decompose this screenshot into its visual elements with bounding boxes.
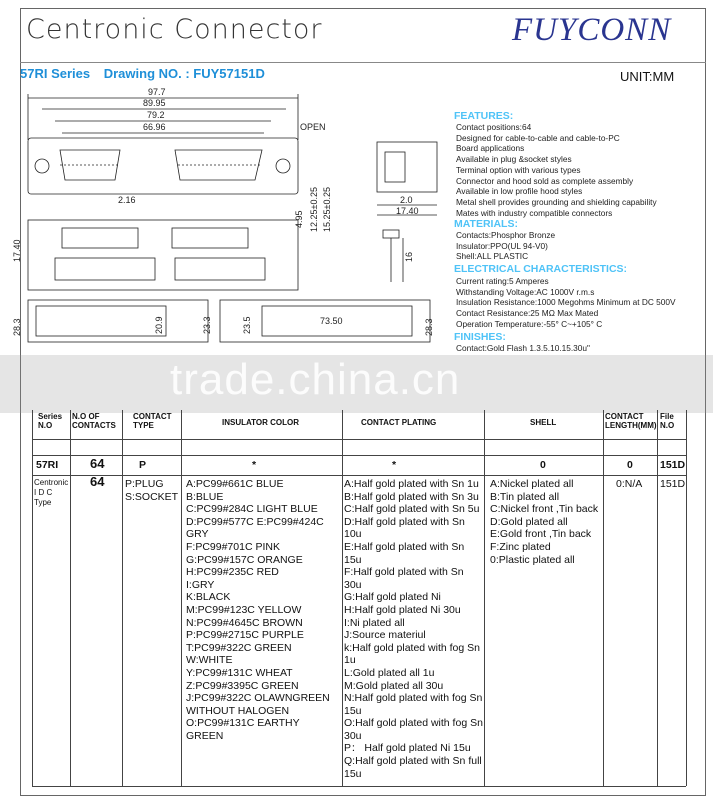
dim-73-50: 73.50 xyxy=(320,316,343,326)
insulator-option: F:PC99#701C PINK xyxy=(186,540,280,553)
plating-option: 15u xyxy=(344,704,362,717)
dim-12-25: 12.25±0.25 xyxy=(309,187,319,232)
insulator-option: GRY xyxy=(186,528,209,541)
table-header-divider xyxy=(32,439,686,440)
plating-option: k:Half gold plated with fog Sn xyxy=(344,641,480,654)
middle-view-connector xyxy=(28,220,298,290)
table-border-bottom xyxy=(32,786,686,787)
table-border-right xyxy=(686,410,687,786)
electrical-item: Contact Resistance:25 MΩ Max Mated xyxy=(456,308,599,319)
dim-15-25: 15.25±0.25 xyxy=(322,187,332,232)
r1-shell: 0 xyxy=(540,459,546,471)
features-list xyxy=(456,122,657,218)
drawing-number: Drawing NO. : FUY57151D xyxy=(103,66,265,81)
r2-series-line: Centronic xyxy=(34,478,69,487)
electrical-heading: ELECTRICAL CHARACTERISTICS: xyxy=(454,263,628,275)
feature-item: Available in plug &socket styles xyxy=(456,154,572,165)
electrical-item: Current rating:5 Amperes xyxy=(456,276,549,286)
shell-option: F:Zinc plated xyxy=(490,540,551,553)
r2-plating-list xyxy=(344,478,483,780)
r1-plating: * xyxy=(392,459,397,471)
table-col-divider xyxy=(342,410,343,786)
insulator-option: M:PC99#123C YELLOW xyxy=(186,603,302,616)
th-no: File N.O xyxy=(660,412,675,430)
finishes-list xyxy=(456,343,590,354)
plating-option: M:Gold plated all 30u xyxy=(344,679,444,692)
r1-insulator: * xyxy=(252,459,257,471)
r2-length: 0:N/A xyxy=(616,478,643,490)
th-insulator: INSULATOR COLOR xyxy=(222,418,300,427)
document-title: Centronic Connector xyxy=(26,14,323,45)
table-col-divider xyxy=(603,410,604,786)
dim-66-96: 66.96 xyxy=(143,122,166,132)
material-item: Contacts:Phosphor Bronze xyxy=(456,230,556,240)
insulator-option: K:BLACK xyxy=(186,591,231,604)
plating-option: L:Gold plated all 1u xyxy=(344,666,435,679)
dim-2-16: 2.16 xyxy=(118,195,136,205)
insulator-option: N:PC99#4645C BROWN xyxy=(186,616,303,629)
shell-option: D:Gold plated all xyxy=(490,515,568,528)
insulator-option: H:PC99#235C RED xyxy=(186,566,279,579)
plating-option: H:Half gold plated Ni 30u xyxy=(344,603,461,616)
r1-series: 57RI xyxy=(36,459,59,471)
insulator-option: P:PC99#2715C PURPLE xyxy=(186,629,304,642)
th-series: Series N.O xyxy=(38,412,63,430)
electrical-list xyxy=(456,276,676,330)
plating-option: F:Half gold plated with Sn xyxy=(344,566,464,579)
th-contacts: N.O OF CONTACTS xyxy=(72,412,116,430)
table-col-divider xyxy=(181,410,182,786)
plating-option: C:Half gold plated with Sn 5u xyxy=(344,503,480,516)
r1-type: P xyxy=(139,459,147,471)
dim-28-3-right: 28.3 xyxy=(424,318,434,336)
insulator-option: W:WHITE xyxy=(186,654,233,667)
electrical-item: Withstanding Voltage:AC 1000V r.m.s xyxy=(456,286,595,297)
dim-89-95: 89.95 xyxy=(143,98,166,108)
insulator-option: I:GRY xyxy=(186,578,215,591)
plating-option: 15u xyxy=(344,767,362,780)
insulator-option: GREEN xyxy=(186,729,224,742)
shell-option: E:Gold front ,Tin back xyxy=(490,528,592,541)
plating-option: A:Half gold plated with Sn 1u xyxy=(344,478,479,490)
watermark-text: trade.china.cn xyxy=(170,355,461,404)
insulator-option: D:PC99#577C E:PC99#424C xyxy=(186,515,324,528)
features-heading: FEATURES: xyxy=(454,110,514,122)
feature-item: Designed for cable-to-cable and cable-to-PC xyxy=(456,132,620,143)
plating-option: 30u xyxy=(344,578,362,591)
insulator-option: J:PC99#322C OLAWNGREEN xyxy=(186,692,330,705)
r2-contacts: 64 xyxy=(90,474,105,489)
table-row-divider xyxy=(32,475,686,476)
label-open: OPEN xyxy=(300,122,326,132)
shell-option: 0:Plastic plated all xyxy=(490,553,575,566)
unit-label: UNIT:MM xyxy=(620,69,675,84)
plating-option: N:Half gold plated with fog Sn xyxy=(344,692,483,705)
feature-item: Terminal option with various types xyxy=(456,164,581,175)
r2-type-line: P:PLUG xyxy=(125,478,164,490)
table-col-divider xyxy=(657,410,658,786)
table-col-divider xyxy=(70,410,71,786)
plating-option: 15u xyxy=(344,553,362,566)
dim-20-9: 20.9 xyxy=(154,316,164,334)
plating-option: D:Half gold plated with Sn xyxy=(344,515,465,528)
r2-type-line: S:SOCKET xyxy=(125,490,179,503)
shell-option: C:Nickel front ,Tin back xyxy=(490,503,599,516)
r1-length: 0 xyxy=(627,459,633,471)
feature-item: Metal shell provides grounding and shielding capability xyxy=(456,196,657,207)
dim-16: 16 xyxy=(404,251,414,262)
insulator-option: Z:PC99#3395C GREEN xyxy=(186,679,299,692)
shell-option: A:Nickel plated all xyxy=(490,478,574,490)
plating-option: I:Ni plated all xyxy=(344,616,405,629)
th-plating: CONTACT PLATING xyxy=(361,418,437,427)
electrical-item: Operation Temperature:-55° C~+105° C xyxy=(456,318,603,329)
insulator-option: B:BLUE xyxy=(186,490,224,503)
r2-no: 151D xyxy=(660,478,686,490)
plating-option: G:Half gold plated Ni xyxy=(344,591,441,604)
front-view-connector xyxy=(28,138,298,194)
table-border-left xyxy=(32,410,33,786)
dim-17-40: 17.40 xyxy=(12,239,22,262)
plating-option: 30u xyxy=(344,729,362,742)
insulator-option: A:PC99#661C BLUE xyxy=(186,478,284,490)
th-length: CONTACT LENGTH(MM) xyxy=(605,412,657,430)
r1-no: 151D xyxy=(660,459,686,471)
plating-option: B:Half gold plated with Sn 3u xyxy=(344,490,479,503)
plating-option: O:Half gold plated with fog Sn xyxy=(344,717,483,730)
feature-item: Board applications xyxy=(456,143,525,154)
plating-option: P： Half gold plated Ni 15u xyxy=(344,742,471,755)
r2-shell-list xyxy=(490,478,598,566)
materials-list xyxy=(456,230,555,262)
dim-28-3-left: 28.3 xyxy=(12,318,22,336)
plating-option: Q:Half gold plated with Sn full xyxy=(344,755,482,768)
pin-detail xyxy=(383,230,403,282)
dim-97-7: 97.7 xyxy=(148,87,166,97)
finish-item: Contact:Gold Flash 1.3.5.10.15.30u" xyxy=(456,343,590,353)
th-shell: SHELL xyxy=(530,418,557,427)
table-row-divider xyxy=(32,455,686,456)
r2-series-line: Type xyxy=(34,498,52,507)
r1-contacts: 64 xyxy=(90,456,105,471)
material-item: Insulator:PPO(UL 94-V0) xyxy=(456,240,548,251)
r2-type xyxy=(125,478,178,503)
dim-2-0: 2.0 xyxy=(400,195,413,205)
insulator-option: Y:PC99#131C WHEAT xyxy=(186,666,293,679)
feature-item: Connector and hood sold as complete assembly xyxy=(456,175,634,186)
finishes-heading: FINISHES: xyxy=(454,331,506,343)
insulator-option: T:PC99#322C GREEN xyxy=(186,641,292,654)
feature-item: Mates with industry compatible connectors xyxy=(456,207,613,218)
plating-option: J:Source materiul xyxy=(344,629,426,642)
dim-79-2: 79.2 xyxy=(147,110,165,120)
dim-23-5: 23.5 xyxy=(242,316,252,334)
insulator-option: C:PC99#284C LIGHT BLUE xyxy=(186,503,318,516)
r2-insulator-list xyxy=(186,478,330,742)
bottom-left-view xyxy=(28,300,208,342)
dim-4-95: 4.95 xyxy=(294,210,304,228)
feature-item: Available in low profile hood styles xyxy=(456,186,583,197)
electrical-item: Insulation Resistance:1000 Megohms Minimum at DC 500V xyxy=(456,297,676,308)
table-col-divider xyxy=(484,410,485,786)
insulator-option: WITHOUT HALOGEN xyxy=(186,704,290,717)
series-label: 57RI Series xyxy=(20,66,91,81)
dim-17-40-side: 17.40 xyxy=(396,206,419,216)
r2-series-line: I D C xyxy=(34,488,53,497)
insulator-option: G:PC99#157C ORANGE xyxy=(186,553,303,566)
r2-series xyxy=(34,478,68,508)
table-col-divider xyxy=(122,410,123,786)
feature-item: Contact positions:64 xyxy=(456,122,532,132)
th-type: CONTACT TYPE xyxy=(133,412,172,430)
plating-option: 1u xyxy=(344,654,356,667)
plating-option: 10u xyxy=(344,528,362,541)
plating-option: E:Half gold plated with Sn xyxy=(344,540,465,553)
materials-heading: MATERIALS: xyxy=(454,218,518,230)
shell-option: B:Tin plated all xyxy=(490,490,560,503)
brand-logo: FUYCONN xyxy=(512,12,672,48)
dim-23-3: 23.3 xyxy=(202,316,212,334)
material-item: Shell:ALL PLASTIC xyxy=(456,251,529,262)
insulator-option: O:PC99#131C EARTHY xyxy=(186,717,300,730)
